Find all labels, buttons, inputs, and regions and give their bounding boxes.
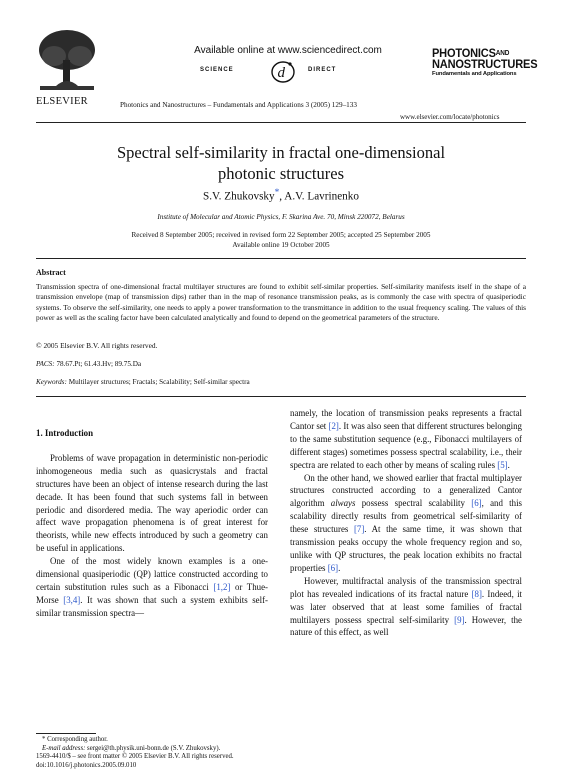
abstract-heading: Abstract <box>36 268 66 277</box>
citation-link[interactable]: [3,4] <box>63 594 81 605</box>
keywords-label: Keywords: <box>36 378 67 386</box>
intro-paragraph-3: On the other hand, we showed earlier that fractal multiplayer structures constructed according to a generalized Cantor algorithm always possess spectral scalability [6], and this scalability directly results from geometrical self-similarity of these structures [7]. At the same time, it was shown that transmission peaks occupy the whole frequency region and so, unlike with QP structures, the peak location exhibits no fractal properties [6]. <box>290 472 522 573</box>
brand-and: AND <box>495 50 510 57</box>
pacs-line <box>36 360 141 368</box>
issn-line: 1569-4410/$ – see front matter © 2005 Elsevier B.V. All rights reserved. <box>36 753 234 760</box>
sd-left-word: SCIENCE <box>200 67 234 73</box>
available-date: Available online 19 October 2005 <box>232 241 330 249</box>
body-column-left <box>36 427 268 620</box>
keywords-divider <box>36 396 526 397</box>
title-line-1: Spectral self-similarity in fractal one-dimensional <box>116 143 446 162</box>
citation-link[interactable]: [6] <box>327 562 339 573</box>
sciencedirect-logo <box>200 60 375 84</box>
title-divider <box>36 258 526 259</box>
keywords-line <box>36 378 250 386</box>
footnote-divider <box>36 733 96 734</box>
author-list <box>60 188 502 203</box>
elsevier-tree-logo <box>36 26 98 92</box>
citation-link[interactable]: [2] <box>328 420 339 431</box>
brand-line-2: NANOSTRUCTURES <box>432 57 538 71</box>
article-title <box>60 142 502 184</box>
footnotes <box>42 735 220 753</box>
intro-paragraph-1: Problems of wave propagation in deterministic non-periodic inhomogeneous media such as quasicrystals and fractal structures have been an object of intense research during the last decade. It has been found that such systems fall in between periodic and disordered media. The way aperiodic order can affect wave propagation phenomena is of great interest for theorists, while new effects introduced by such a geometry can be useful in applications. <box>36 452 268 554</box>
available-online-line: Available online at www.sciencedirect.com <box>194 45 382 56</box>
corresponding-author-note: * Corresponding author. <box>42 736 108 743</box>
body-column-right <box>290 407 522 639</box>
affiliation: Institute of Molecular and Atomic Physics, F. Skarina Ave. 70, Minsk 220072, Belarus <box>157 213 405 221</box>
brand-subtitle: Fundamentals and Applications <box>432 71 517 77</box>
abstract-text: Transmission spectra of one-dimensional fractal multilayer structures are found to exhibit self-similar properties. Self-similarity manifests itself in the shape of a transmission envelope (map of transmission dips) rather than in the map of resonance transmission peaks, as is commonly the case with spectra of quasiperiodic systems. To observe the self-similarity, one needs to apply a power transformation to the transmittance in addition to the usual frequency scaling. The values of this power as well as the scaling factor have been calculated analytically and found to depend on the geometrical parameters of the structure. <box>36 282 526 323</box>
svg-text:d: d <box>277 65 285 81</box>
header-divider <box>36 122 526 123</box>
issn-doi-block <box>36 752 234 770</box>
journal-citation: Photonics and Nanostructures – Fundamentals and Applications 3 (2005) 129–133 <box>120 101 357 109</box>
intro-paragraph-4: However, multifractal analysis of the transmission spectral plot has revealed indications of its fractal nature [8]. Indeed, it was later observed that at least some families of fractal multilayers possess spectral self-similarity [9]. However, the nature of this effect, as well <box>290 575 523 638</box>
sd-right-word: DIRECT <box>308 67 337 73</box>
citation-link[interactable]: [7] <box>353 524 365 535</box>
citation-link[interactable]: [8] <box>471 588 482 599</box>
journal-brand-logo <box>432 46 538 78</box>
pacs-value: 78.67.Pt; 61.43.Hv; 89.75.Da <box>54 360 142 368</box>
intro-paragraph-2: One of the most widely known examples is a one-dimensional quasiperiodic (QP) lattice constructed according to certain substitution rules such as a Fibonacci [1,2] or Thue-Morse [3,4]. It was shown that such a system exhibits self-similar transmission spectra— <box>36 556 268 618</box>
email-note: E-mail address: sergei@th.physik.uni-bonn.de (S.V. Zhukovsky). <box>42 745 221 752</box>
title-line-2: photonic structures <box>217 164 344 183</box>
citation-link[interactable]: [9] <box>454 614 465 625</box>
author-lavrinenko: A.V. Lavrinenko <box>284 190 359 203</box>
journal-url[interactable]: www.elsevier.com/locate/photonics <box>400 113 500 121</box>
email-address[interactable]: sergei@th.physik.uni-bonn.de (S.V. Zhukovsky). <box>85 745 221 752</box>
citation-link[interactable]: [6] <box>471 498 482 509</box>
citation-link[interactable]: [1,2] <box>213 581 231 592</box>
article-history <box>60 230 502 250</box>
received-dates: Received 8 September 2005; received in revised form 22 September 2005; accepted 25 September 2005 <box>131 231 431 239</box>
keywords-value: Multilayer structures; Fractals; Scalability; Self-similar spectra <box>66 378 250 386</box>
author-zhukovsky: S.V. Zhukovsky <box>203 190 275 203</box>
citation-link[interactable]: [5] <box>497 459 508 470</box>
sd-emblem-icon <box>263 60 303 84</box>
brand-line-1: $PHOTONICS^{AND}$ <box>432 46 510 60</box>
publisher-wordmark: ELSEVIER <box>36 96 88 107</box>
abstract-copyright: © 2005 Elsevier B.V. All rights reserved. <box>36 341 158 350</box>
doi-line[interactable]: doi:10.1016/j.photonics.2005.09.010 <box>36 762 137 769</box>
author-separator: , <box>279 190 285 203</box>
pacs-label: PACS: <box>36 360 55 368</box>
section-heading-introduction: 1. Introduction <box>36 428 94 438</box>
intro-paragraph-2-cont: namely, the location of transmission peaks represents a fractal Cantor set [2]. It was also seen that different structures belonging to the same substitution sequence (e.g., Fibonacci multilayers of different stages) sometimes possess spectral scalability, i.e., their spectra are related to each other by means of scaling rules [5]. <box>290 408 522 470</box>
corresponding-author-mark[interactable]: * <box>274 188 280 198</box>
